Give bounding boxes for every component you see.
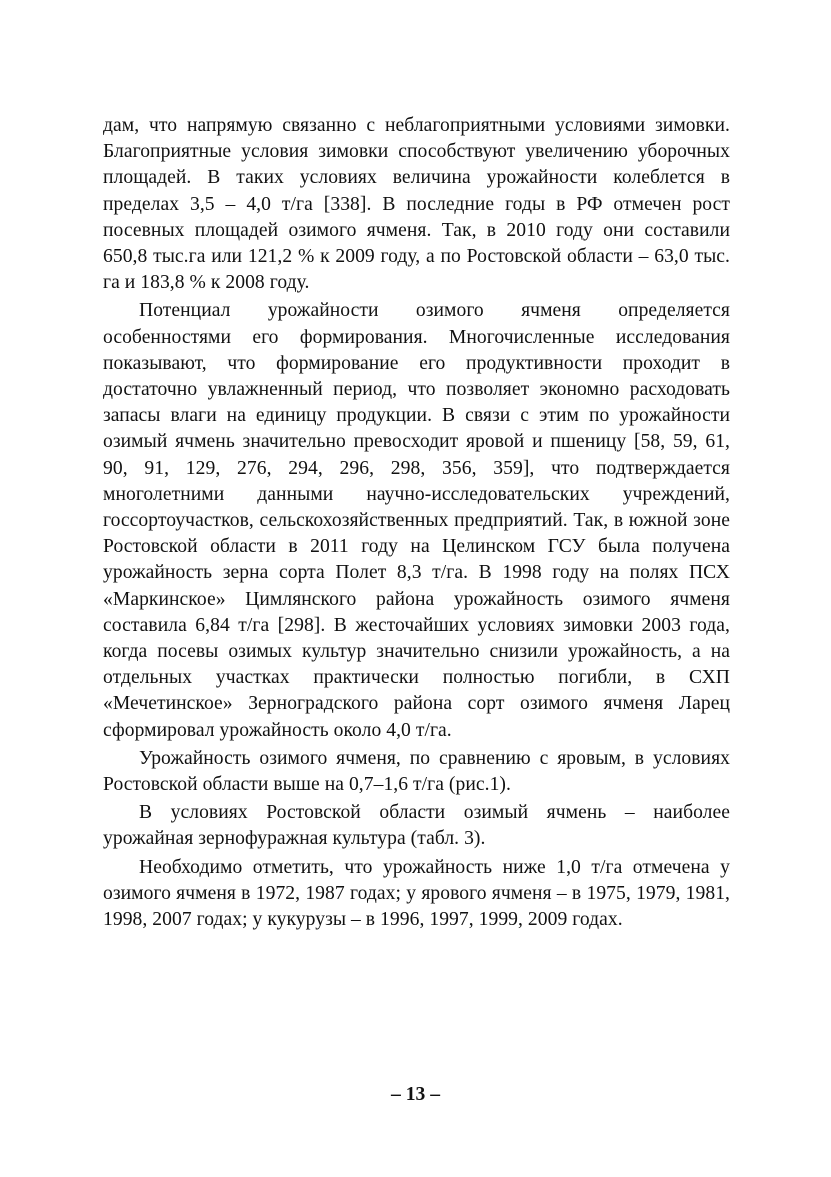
paragraph-continuation: дам, что напрямую связанно с неблагоприятными условиями зимовки. Благоприятные условия зимовки способствуют увеличению уборочных площадей. В таких условиях величина урожайности колеблется в пределах 3,5 – 4,0 т/га [338]. В последние годы в РФ отмечен рост посевных площадей озимого ячменя. Так, в 2010 году они составили 650,8 тыс.га или 121,2 % к 2009 году, а по Ростовской области – 63,0 тыс. га и 183,8 % к 2008 году. [103, 115, 730, 294]
paragraph-comparison: Урожайность озимого ячменя, по сравнению с яровым, в условиях Ростовской области выше на 0,7–1,6 т/га (рис.1). [103, 747, 730, 796]
page-body [103, 113, 730, 1113]
paragraph-low-yield-years: Необходимо отметить, что урожайность ниже 1,0 т/га отмечена у озимого ячменя в 1972, 1987 годах; у ярового ячменя – в 1975, 1979, 1981, 1998, 2007 годах; у кукурузы – в 1996, 1997, 1999, 2009 годах. [103, 856, 730, 931]
page-number: – 13 – [391, 1084, 440, 1105]
paragraph-yield-potential: Потенциал урожайности озимого ячменя определяется особенностями его формирования. Многочисленные исследования показывают, что формирование его продуктивности проходит в достаточно увлажненный период, что позволяет экономно расходовать запасы влаги на единицу продукции. В связи с этим по урожайности озимый ячмень значительно превосходит яровой и пшеницу [58, 59, 61, 90, 91, 129, 276, 294, 296, 298, 356, 359], что подтверждается многолетними данными научно-исследовательских учреждений, госсортоучастков, сельскохозяйственных предприятий. Так, в южной зоне Ростовской области в 2011 году на Целинском ГСУ была получена урожайность зерна сорта Полет 8,3 т/га. В 1998 году на полях ПСХ «Маркинское» Цимлянского района урожайность озимого ячменя составила 6,84 т/га [298]. В жесточайших условиях зимовки 2003 года, когда посевы озимых культур значительно снизили урожайность, а на отдельных участках практически полностью погибли, в СХП «Мечетинское» Зерноградского района сорт озимого ячменя Ларец сформировал урожайность около 4,0 т/га. [103, 300, 730, 741]
paragraph-feed-crop: В условиях Ростовской области озимый ячмень – наиболее урожайная зернофуражная культура (табл. 3). [103, 802, 730, 850]
